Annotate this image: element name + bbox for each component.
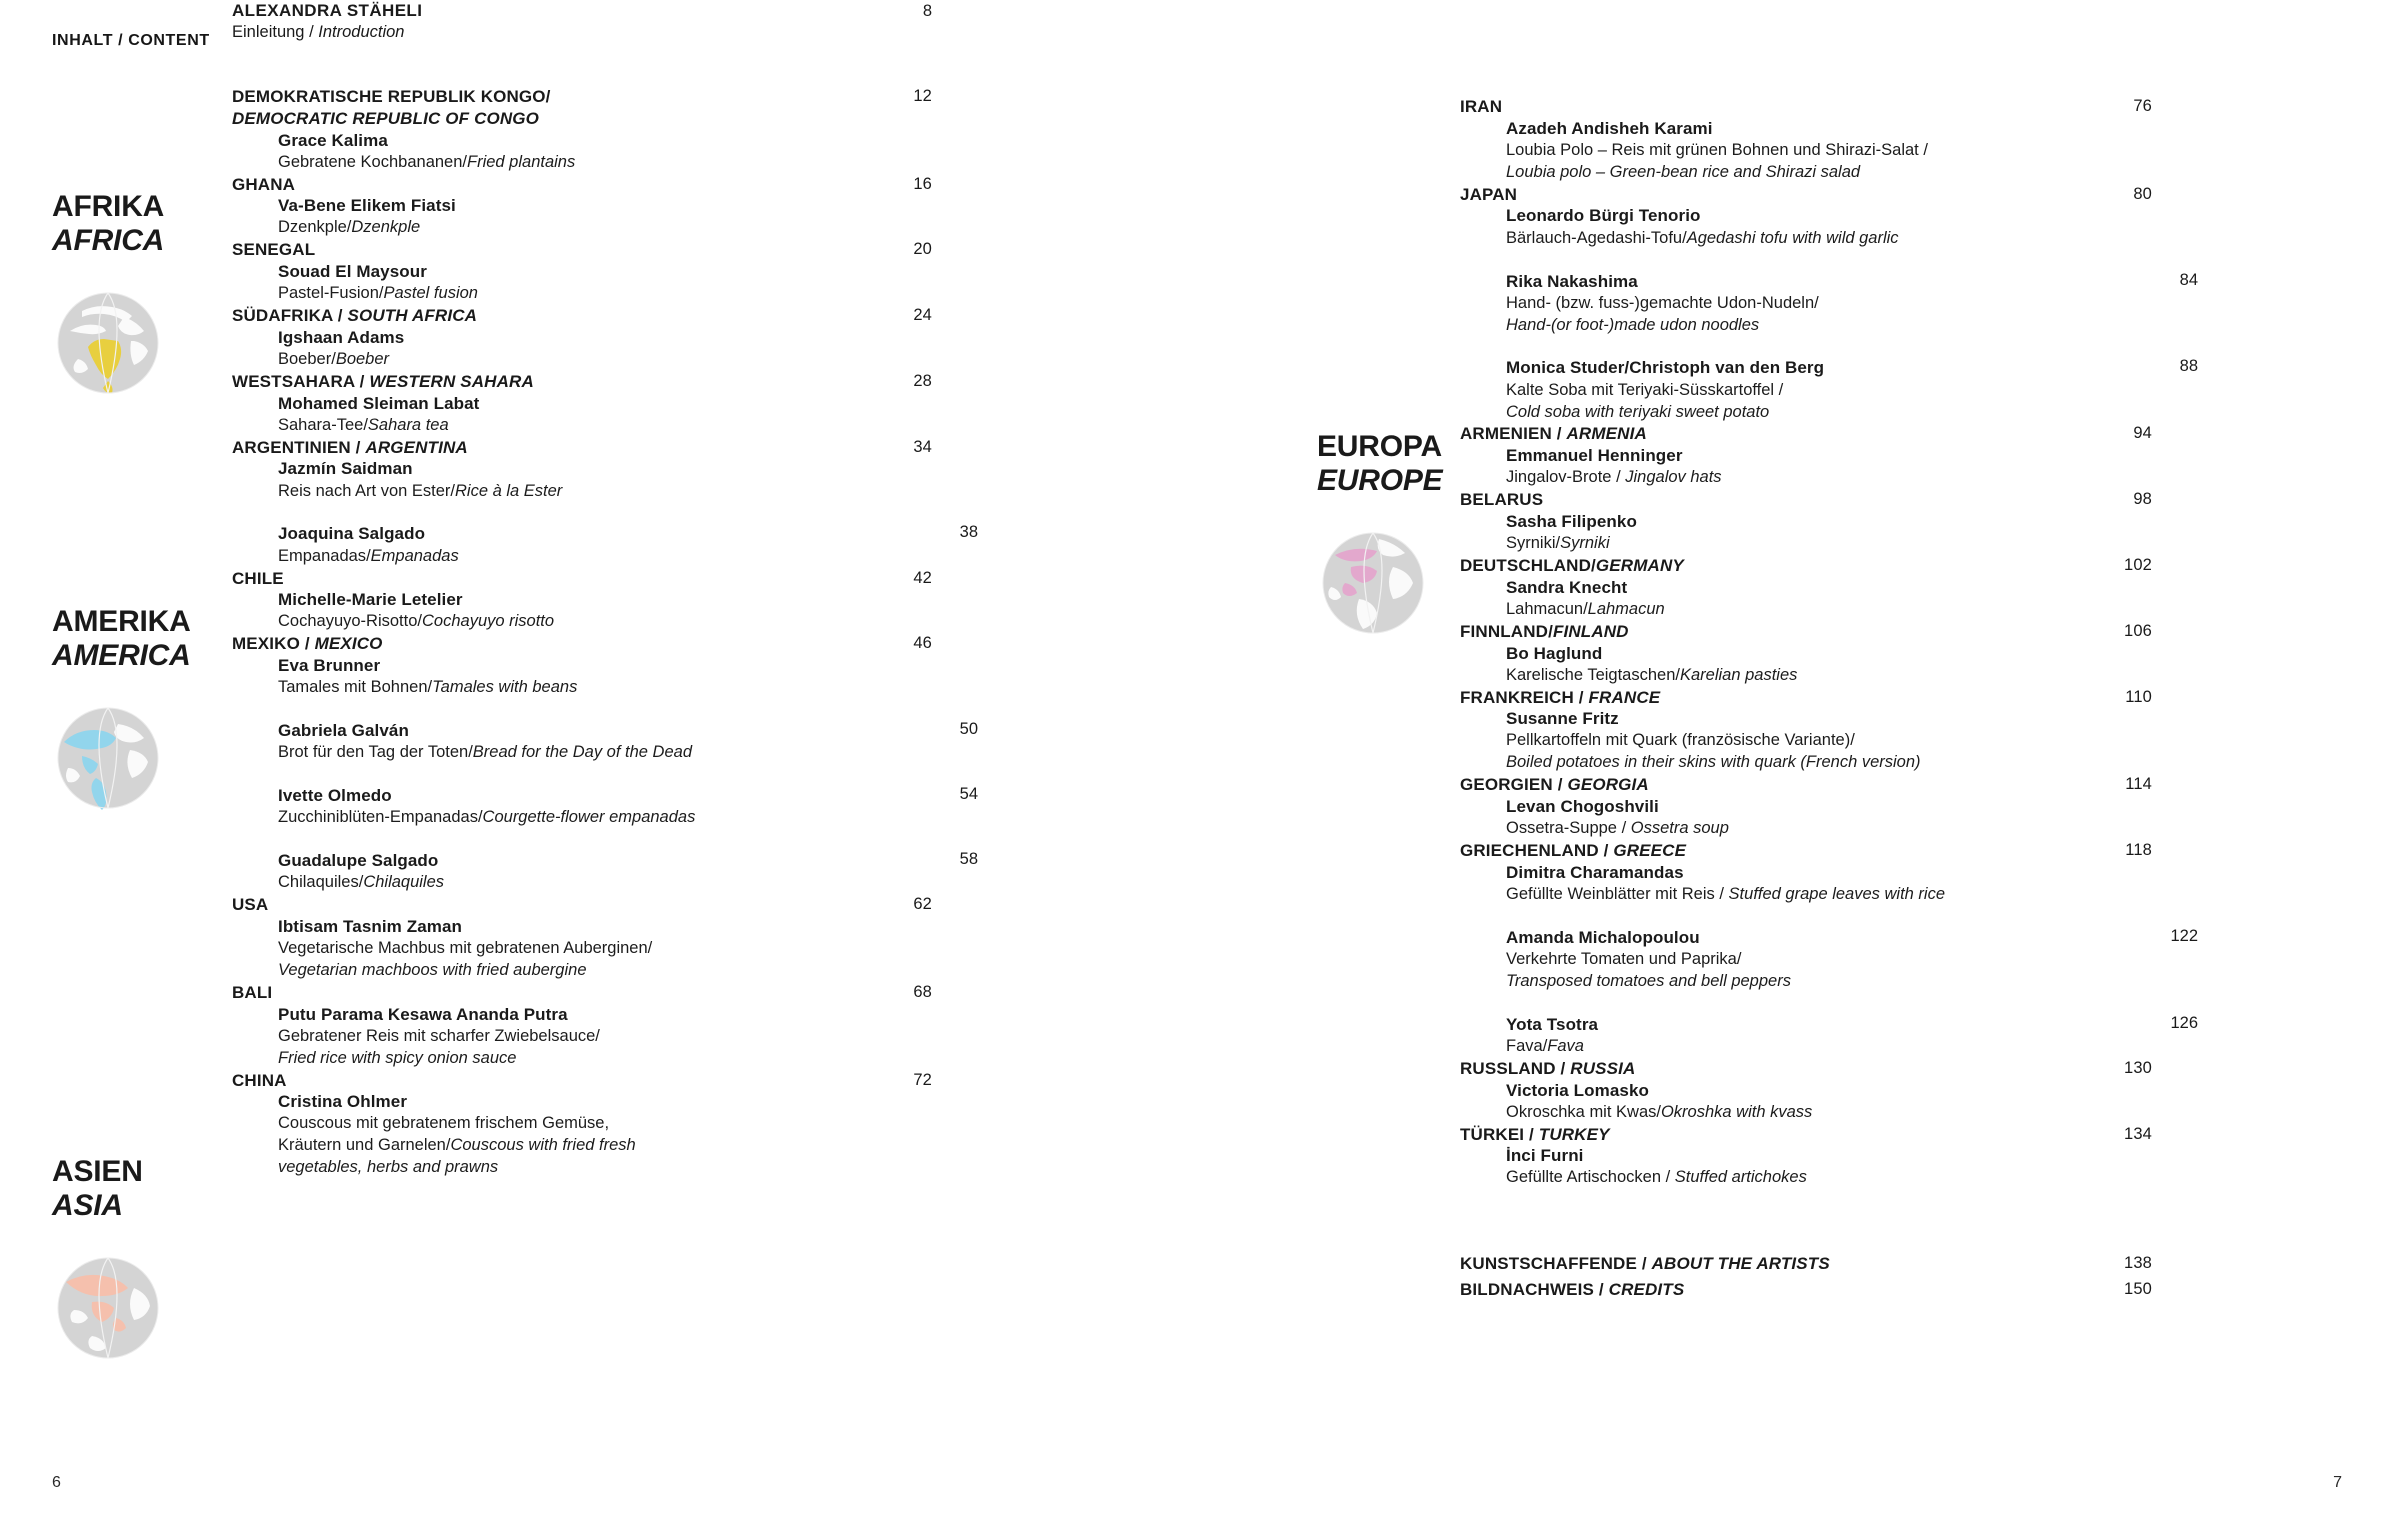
entry-group — [232, 894, 932, 982]
entry-group — [232, 633, 978, 894]
country-heading: 130 RUSSLAND / RUSSIA — [1460, 1058, 2152, 1078]
page-number: 46 — [913, 634, 932, 653]
entry-group — [1460, 687, 2152, 775]
continent-rail-america — [52, 605, 222, 814]
artist-entry — [1506, 270, 2198, 337]
dish-title: Hand- (bzw. fuss-)gemachte Udon-Nudeln/ Hand-(or foot-)made udon noodles — [1506, 293, 1819, 334]
right-page — [1197, 0, 2394, 1524]
artist-entry — [278, 589, 932, 633]
artist-entry — [278, 1004, 932, 1070]
continent-title-de: AFRIKA — [52, 190, 165, 223]
artist-entry — [1506, 118, 2152, 184]
artist-name: Michelle-Marie Letelier — [278, 590, 463, 610]
continent-title-asia — [52, 1155, 222, 1222]
page-number: 20 — [913, 240, 932, 259]
dish-title: Vegetarische Machbus mit gebratenen Auberginen/ Vegetarian machboos with fried aubergine — [278, 939, 653, 979]
page-number: 122 — [2170, 926, 2198, 945]
dish-title: Dzenkple/Dzenkple — [278, 218, 421, 237]
artist-entry — [278, 458, 932, 502]
dish-title: Gefüllte Artischocken / Stuffed artichokes — [1506, 1168, 1807, 1187]
dish-title: Reis nach Art von Ester/Rice à la Ester — [278, 481, 563, 500]
page-number: 118 — [2125, 841, 2152, 860]
artist-entry — [1506, 357, 2198, 423]
dish-title: Verkehrte Tomaten und Paprika/ Transposed tomatoes and bell peppers — [1506, 949, 1791, 990]
artist-name: Joaquina Salgado — [278, 524, 426, 544]
country-heading: 46 MEXIKO / MEXICO — [232, 634, 932, 654]
dish-title: Pastel-Fusion/Pastel fusion — [278, 284, 478, 303]
dish-title: Fava/Fava — [1506, 1036, 1584, 1055]
page-number: 134 — [2124, 1124, 2152, 1143]
entry-group — [232, 239, 932, 305]
artist-entry — [1506, 445, 2152, 489]
entry-group — [1460, 489, 2152, 555]
country-heading: 16 GHANA — [232, 174, 932, 194]
page-number: 42 — [913, 568, 932, 587]
country-heading: 110 FRANKREICH / FRANCE — [1460, 687, 2152, 707]
artist-name: Igshaan Adams — [278, 327, 405, 347]
artist-name: Levan Chogoshvili — [1506, 797, 1659, 817]
entry-group — [232, 86, 932, 174]
artist-name: Mohamed Sleiman Labat — [278, 393, 480, 413]
artist-name: Sandra Knecht — [1506, 577, 1628, 597]
artist-entry — [1506, 643, 2152, 687]
artist-name: Guadalupe Salgado — [278, 851, 439, 871]
entry-group — [1460, 96, 2152, 184]
dish-title: Jingalov-Brote / Jingalov hats — [1506, 468, 1722, 487]
page-number: 98 — [2133, 490, 2152, 509]
globe-america-icon — [52, 702, 164, 814]
continent-rail-africa — [52, 190, 222, 399]
back-matter-credits: 150 BILDNACHWEIS / CREDITS — [1460, 1277, 2152, 1303]
page-number: 12 — [913, 87, 932, 106]
entry-group — [232, 1070, 932, 1180]
page-number: 80 — [2133, 184, 2152, 203]
artist-entry — [1506, 1013, 2198, 1058]
dish-title: Zucchiniblüten-Empanadas/Courgette-flower empanadas — [278, 808, 696, 827]
dish-title: Boeber/Boeber — [278, 349, 390, 368]
page-number: 62 — [913, 895, 932, 914]
artist-entry — [278, 130, 932, 174]
country-heading: 28 WESTSAHARA / WESTERN SAHARA — [232, 371, 932, 391]
page-number: 102 — [2124, 556, 2152, 574]
country-heading: 114 GEORGIEN / GEORGIA — [1460, 775, 2152, 795]
artist-name: Victoria Lomasko — [1506, 1080, 1650, 1100]
entry-group — [1460, 1124, 2152, 1190]
artist-name: Bo Haglund — [1506, 643, 1603, 663]
dish-title: Syrniki/Syrniki — [1506, 534, 1610, 553]
page-number: 126 — [2170, 1013, 2198, 1032]
country-heading: 118 GRIECHENLAND / GREECE — [1460, 841, 2152, 861]
artist-entry — [278, 327, 932, 371]
globe-asia-icon — [52, 1252, 164, 1364]
running-head: INHALT / CONTENT — [52, 32, 210, 49]
country-heading: 106 FINNLAND/FINLAND — [1460, 621, 2152, 641]
page-number: 88 — [2179, 357, 2198, 376]
dish-title: Cochayuyo-Risotto/Cochayuyo risotto — [278, 612, 555, 631]
dish-title: Gefüllte Weinblätter mit Reis / Stuffed grape leaves with rice — [1506, 884, 1945, 903]
artist-entry — [1506, 577, 2152, 621]
continent-title-en: ASIA — [52, 1188, 123, 1222]
country-heading: 72 CHINA — [232, 1070, 932, 1090]
artist-entry — [1506, 862, 2152, 906]
continent-title-america — [52, 605, 222, 672]
artist-name: Dimitra Charamandas — [1506, 862, 1684, 882]
dish-title: Pellkartoffeln mit Quark (französische Variante)/ Boiled potatoes in their skins with quark (French version) — [1506, 731, 1921, 772]
artist-name: Rika Nakashima — [1506, 271, 1638, 291]
entry-group — [232, 982, 932, 1070]
page-number: 68 — [913, 982, 932, 1001]
page-number: 94 — [2133, 424, 2152, 443]
artist-name: Grace Kalima — [278, 130, 388, 150]
page-number: 28 — [913, 371, 932, 390]
country-heading: 62 USA — [232, 895, 932, 915]
artist-name: Susanne Fritz — [1506, 709, 1619, 729]
artist-name: Sasha Filipenko — [1506, 511, 1637, 531]
dish-title: Chilaquiles/Chilaquiles — [278, 873, 445, 892]
country-heading: 76 IRAN — [1460, 97, 2152, 116]
artist-entry — [278, 195, 932, 239]
artist-entry — [278, 261, 932, 305]
page-number: 50 — [959, 720, 978, 739]
page-number: 150 — [2124, 1279, 2152, 1298]
entry-group — [1460, 555, 2152, 621]
page-number: 130 — [2124, 1058, 2152, 1077]
artist-entry — [1506, 511, 2152, 555]
entry-group — [1460, 423, 2152, 489]
artist-entry — [278, 393, 932, 437]
dish-title: Tamales mit Bohnen/Tamales with beans — [278, 678, 578, 697]
continent-title-de: AMERIKA — [52, 605, 191, 638]
artist-entry — [278, 1091, 932, 1179]
artist-name: Amanda Michalopoulou — [1506, 927, 1700, 947]
dish-title: Lahmacun/Lahmacun — [1506, 599, 1665, 618]
intro-author: ALEXANDRA STÄHELI — [232, 1, 423, 20]
continent-title-de: EUROPA — [1317, 430, 1442, 463]
artist-name: Putu Parama Kesawa Ananda Putra — [278, 1004, 568, 1024]
continent-title-de: ASIEN — [52, 1155, 143, 1188]
artist-name: Va-Bene Elikem Fiatsi — [278, 196, 456, 216]
continent-title-africa — [52, 190, 222, 257]
artist-entry — [278, 523, 978, 567]
artist-entry — [1506, 926, 2198, 993]
page-number: 16 — [913, 174, 932, 193]
artist-name: Azadeh Andisheh Karami — [1506, 118, 1713, 138]
globe-europe-icon — [1317, 527, 1429, 639]
entry-group — [1460, 840, 2198, 1058]
page-number: 84 — [2179, 270, 2198, 289]
page-number: 8 — [922, 2, 932, 20]
entry-group — [232, 437, 978, 568]
dish-title: Ossetra-Suppe / Ossetra soup — [1506, 819, 1729, 838]
intro-entry — [232, 0, 932, 44]
artist-name: Leonardo Bürgi Tenorio — [1506, 206, 1701, 226]
back-matter-artists: 138 KUNSTSCHAFFENDE / ABOUT THE ARTISTS — [1460, 1251, 2152, 1277]
artist-name: Eva Brunner — [278, 656, 381, 676]
dish-title: Bärlauch-Agedashi-Tofu/Agedashi tofu with wild garlic — [1506, 228, 1899, 247]
country-heading: 98 BELARUS — [1460, 490, 2152, 510]
artist-name: Monica Studer/Christoph van den Berg — [1506, 358, 1825, 378]
dish-title: Empanadas/Empanadas — [278, 546, 459, 565]
artist-name: Yota Tsotra — [1506, 1014, 1599, 1034]
artist-entry — [278, 916, 932, 982]
artist-entry — [1506, 1145, 2152, 1189]
dish-title: Okroschka mit Kwas/Okroshka with kvass — [1506, 1102, 1813, 1121]
artist-name: Ivette Olmedo — [278, 786, 392, 806]
dish-title: Gebratener Reis mit scharfer Zwiebelsauce/ Fried rice with spicy onion sauce — [278, 1026, 600, 1067]
page-number: 24 — [913, 306, 932, 325]
artist-entry — [1506, 796, 2152, 840]
artist-name: Gabriela Galván — [278, 721, 409, 741]
left-entry-list — [232, 0, 978, 1179]
artist-name: Jazmín Saidman — [278, 459, 413, 479]
dish-title: Gebratene Kochbananen/Fried plantains — [278, 152, 576, 171]
artist-entry — [1506, 205, 2152, 249]
page-number: 76 — [2133, 97, 2152, 115]
artist-name: İnci Furni — [1506, 1146, 1584, 1166]
continent-title-en: EUROPE — [1317, 463, 1443, 497]
artist-name: Souad El Maysour — [278, 262, 427, 282]
page-number: 138 — [2124, 1254, 2152, 1273]
country-heading: 94 ARMENIEN / ARMENIA — [1460, 424, 2152, 444]
globe-africa-icon — [52, 287, 164, 399]
dish-title: Karelische Teigtaschen/Karelian pasties — [1506, 665, 1798, 684]
dish-title: Kalte Soba mit Teriyaki-Süsskartoffel / Cold soba with teriyaki sweet potato — [1506, 380, 1784, 421]
page-number: 72 — [913, 1070, 932, 1089]
artist-entry — [1506, 1080, 2152, 1124]
page-number: 38 — [959, 523, 978, 542]
country-heading: 80 JAPAN — [1460, 184, 2152, 204]
entry-group — [232, 174, 932, 240]
entry-group — [1460, 184, 2198, 424]
country-heading: 42 CHILE — [232, 568, 932, 588]
folio-right: 7 — [2333, 1474, 2342, 1491]
dish-title: Couscous mit gebratenem frischem Gemüse, Kräutern und Garnelen/Couscous with fried fresh vegetables, herbs and prawns — [278, 1114, 636, 1177]
page-number: 114 — [2125, 775, 2152, 794]
entry-group — [232, 568, 932, 634]
artist-entry — [1506, 708, 2152, 774]
artist-entry — [278, 720, 978, 764]
artist-name: Ibtisam Tasnim Zaman — [278, 916, 463, 936]
folio-left: 6 — [52, 1474, 61, 1491]
country-heading: 34 ARGENTINIEN / ARGENTINA — [232, 437, 932, 457]
country-heading: 68 BALI — [232, 982, 932, 1002]
continent-title-en: AMERICA — [52, 638, 191, 672]
entry-group — [1460, 1058, 2152, 1124]
page-number: 34 — [913, 437, 932, 456]
right-entry-list — [1460, 96, 2198, 1302]
artist-name: Emmanuel Henninger — [1506, 446, 1683, 466]
page-number: 58 — [959, 850, 978, 869]
entry-group — [1460, 774, 2152, 840]
dish-title: Sahara-Tee/Sahara tea — [278, 415, 449, 434]
country-heading: 12 DEMOKRATISCHE REPUBLIK KONGO/ DEMOCRATIC REPUBLIC OF CONGO — [232, 87, 932, 128]
country-heading: 134 TÜRKEI / TURKEY — [1460, 1124, 2152, 1144]
intro-subtitle: Einleitung / Introduction — [232, 23, 405, 42]
country-heading: 102 DEUTSCHLAND/GERMANY — [1460, 556, 2152, 575]
country-heading: 20 SENEGAL — [232, 240, 932, 260]
country-heading: 24 SÜDAFRIKA / SOUTH AFRICA — [232, 306, 932, 326]
entry-group — [232, 305, 932, 371]
artist-entry — [278, 655, 932, 699]
page-number: 106 — [2124, 621, 2152, 640]
dish-title: Brot für den Tag der Toten/Bread for the Day of the Dead — [278, 743, 692, 762]
artist-entry — [278, 785, 978, 829]
artist-entry — [278, 850, 978, 894]
continent-title-en: AFRICA — [52, 223, 165, 257]
dish-title: Loubia Polo – Reis mit grünen Bohnen und Shirazi-Salat / Loubia polo – Green-bean rice and Shirazi salad — [1506, 140, 1928, 181]
artist-name: Cristina Ohlmer — [278, 1092, 408, 1112]
continent-rail-asia — [52, 1155, 222, 1364]
entry-group — [232, 371, 932, 437]
entry-group — [1460, 621, 2152, 687]
page-number: 110 — [2125, 687, 2152, 706]
page-number: 54 — [959, 785, 978, 804]
